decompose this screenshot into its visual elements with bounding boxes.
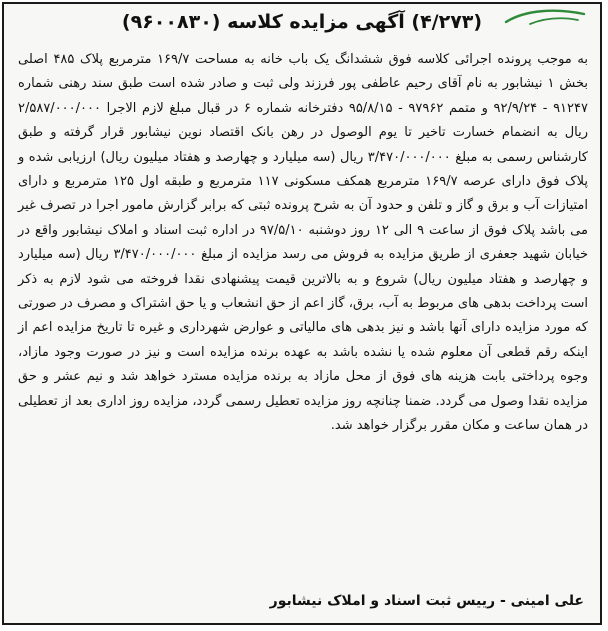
- notice-signature: علی امینی - رییس ثبت اسناد و املاک نیشابور: [269, 593, 584, 609]
- notice-body: به موجب پرونده اجرائی کلاسه فوق ششدانگ یک باب خانه به مساحت ۱۶۹/۷ مترمربع پلاک ۴۸۵ اصلی بخش ۱ نیشابور به نام آقای رحیم عاطفی پور فرزند ولی ثبت و صادر شده است طبق سند رهنی شماره ۹۱۲۴۷ - ۹۲/۹/۲۴ و متمم ۹۷۹۶۲ - ۹۵/۸/۱۵ دفترخانه شماره ۶ در قبال مبلغ لازم الاجرا ۲/۵۸۷/۰۰۰/۰۰۰ ریال به انضمام خسارت تاخیر تا یوم الوصول در رهن بانک اقتصاد نوین نیشابور قرار گرفته و طبق کارشناس رسمی به مبلغ ۳/۴۷۰/۰۰۰/۰۰۰ ریال (سه میلیارد و چهارصد و هفتاد میلیون ریال) ارزیابی شده و پلاک فوق دارای عرصه ۱۶۹/۷ مترمربع همکف مسکونی ۱۱۷ مترمربع و طبقه اول ۱۲۵ مترمربع و دارای امتیازات آب و برق و گاز و تلفن و حدود آن به شرح پرونده ثبتی که برابر گزارش مامور اجرا در تصرف غیر می باشد پلاک فوق از ساعت ۹ الی ۱۲ روز دوشنبه ۹۷/۵/۱۰ در اداره ثبت اسناد و املاک نیشابور واقع در خیابان شهید جعفری از طریق مزایده به فروش می رسد مزایده از مبلغ ۳/۴۷۰/۰۰۰/۰۰۰ ریال (سه میلیارد و چهارصد و هفتاد میلیون ریال) شروع و به بالاترین قیمت پیشنهادی نقدا فروخته می شود لازم به ذکر است پرداخت بدهی های مربوط به آب، برق، گاز اعم از حق انشعاب و یا حق اشتراک و مصرف در صورتی که مورد مزایده دارای آنها باشد و نیز بدهی های مالیاتی و عوارض شهرداری و غیره تا تاریخ مزایده اعم از اینکه رقم قطعی آن معلوم شده یا نشده باشد به عهده برنده مزایده است و نیز در صورت وجود مازاد، وجوه پرداختی بابت هزینه های فوق از محل مازاد به برنده مزایده مسترد خواهد شد و نیم عشر و حق مزایده نقدا وصول می گردد. ضمنا چنانچه روز مزایده تعطیل رسمی گردد، مزایده روز اداری بعد از تعطیلی در همان ساعت و مکان مقرر برگزار خواهد شد.: [18, 52, 589, 434]
- auction-notice: [2, 2, 602, 625]
- notice-title: (۴/۲۷۳) آگهی مزایده کلاسه (۹۶۰۰۸۳۰): [121, 11, 483, 33]
